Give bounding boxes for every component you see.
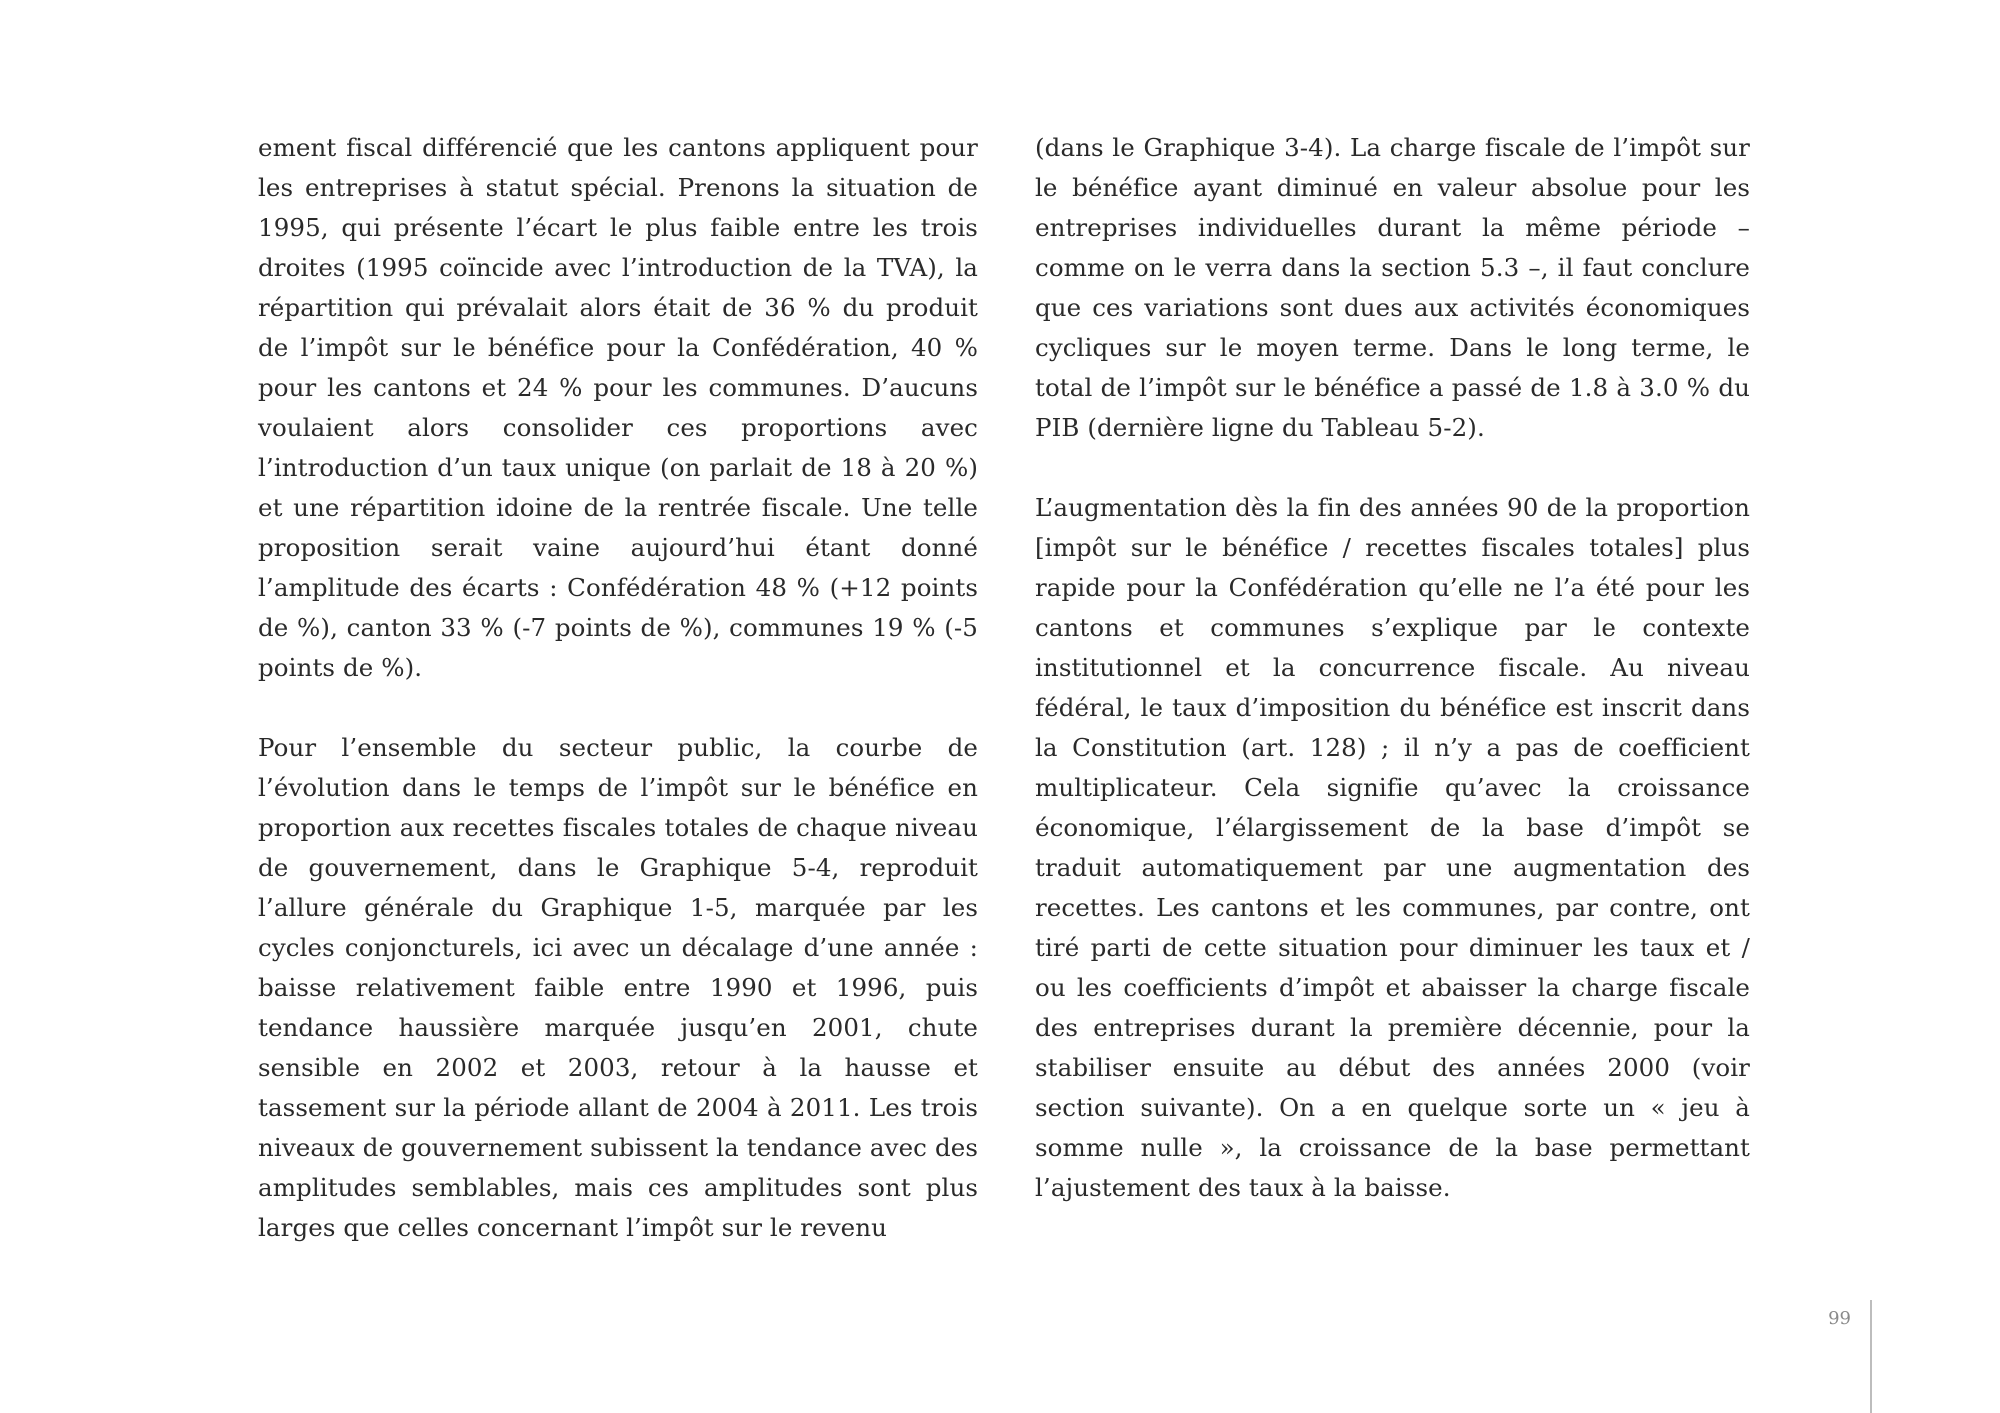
page-number: 99 xyxy=(1828,1308,1851,1329)
left-column xyxy=(258,128,978,1248)
body-paragraph: Pour l’ensemble du secteur public, la courbe de l’évolution dans le temps de l’impôt sur le bénéfice en proportion aux recettes fiscales totales de chaque niveau de gouvernement, dans le Graphique 5-4, reproduit l’allure générale du Graphique 1-5, marquée par les cycles conjoncturels, ici avec un décalage d’une année : baisse relativement faible entre 1990 et 1996, puis tendance haussière marquée jusqu’en 2001, chute sensible en 2002 et 2003, retour à la hausse et tassement sur la période allant de 2004 à 2011. Les trois niveaux de gouvernement subissent la tendance avec des amplitudes semblables, mais ces amplitudes sont plus larges que celles concernant l’impôt sur le revenu xyxy=(258,733,978,1242)
body-paragraph: ement fiscal différencié que les cantons appliquent pour les entreprises à statut spécial. Prenons la situation de 1995, qui présente l’écart le plus faible entre les trois droites (1995 coïncide avec l’introduction de la TVA), la répartition qui prévalait alors était de 36 % du produit de l’impôt sur le bénéfice pour la Confédération, 40 % pour les cantons et 24 % pour les communes. D’aucuns voulaient alors consolider ces proportions avec l’introduction d’un taux unique (on parlait de 18 à 20 %) et une répartition idoine de la rentrée fiscale. Une telle proposition serait vaine aujourd’hui étant donné l’amplitude des écarts : Confédération 48 % (+12 points de %), canton 33 % (-7 points de %), communes 19 % (-5 points de %). xyxy=(258,133,978,682)
body-paragraph: (dans le Graphique 3-4). La charge fiscale de l’impôt sur le bénéfice ayant diminué en valeur absolue pour les entreprises individuelles durant la même période – comme on le verra dans la section 5.3 –, il faut conclure que ces variations sont dues aux activités économiques cycliques sur le moyen terme. Dans le long terme, le total de l’impôt sur le bénéfice a passé de 1.8 à 3.0 % du PIB (dernière ligne du Tableau 5-2). xyxy=(1035,133,1750,442)
page-edge-rule xyxy=(1870,1300,1872,1413)
right-column xyxy=(1035,128,1750,1208)
body-paragraph: L’augmentation dès la fin des années 90 de la proportion [impôt sur le bénéfice / recettes fiscales totales] plus rapide pour la Confédération qu’elle ne l’a été pour les cantons et communes s’explique par le contexte institutionnel et la concurrence fiscale. Au niveau fédéral, le taux d’imposition du bénéfice est inscrit dans la Constitution (art. 128) ; il n’y a pas de coefficient multiplicateur. Cela signifie qu’avec la croissance économique, l’élargissement de la base d’impôt se traduit automatiquement par une augmentation des recettes. Les cantons et les communes, par contre, ont tiré parti de cette situation pour diminuer les taux et / ou les coefficients d’impôt et abaisser la charge fiscale des entreprises durant la première décennie, pour la stabiliser ensuite au début des années 2000 (voir section suivante). On a en quelque sorte un « jeu à somme nulle », la croissance de la base permettant l’ajustement des taux à la baisse. xyxy=(1035,493,1750,1202)
